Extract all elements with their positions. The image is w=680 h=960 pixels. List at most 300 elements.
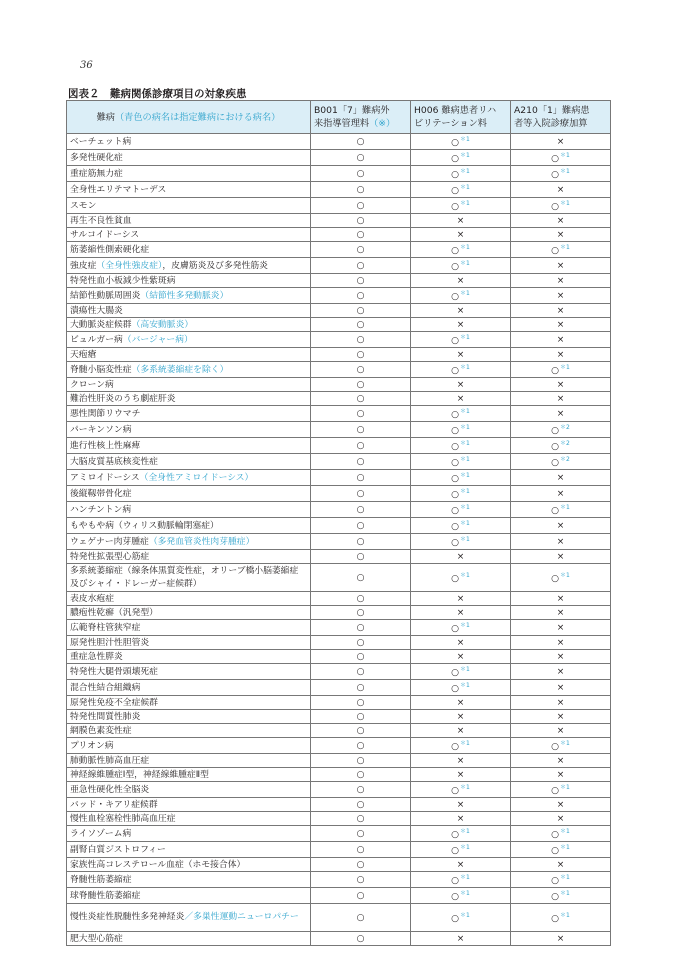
a210-mark-note: ＊1 (560, 364, 570, 371)
table-row (67, 304, 611, 318)
disease-name-blue: （多発血管炎性肉芽腫症） (148, 536, 255, 547)
a210-mark-cell (511, 318, 611, 332)
b001-mark: ○ (356, 593, 365, 604)
h006-mark: ○ (451, 186, 460, 196)
disease-name-cell (67, 798, 311, 812)
b001-mark: ○ (356, 666, 365, 677)
header-b001 (311, 101, 411, 134)
disease-name-cell (67, 636, 311, 650)
table-row (67, 150, 611, 166)
table-row (67, 650, 611, 664)
a210-mark-cell (511, 198, 611, 214)
disease-name: 肺動脈性肺高血圧症 (70, 755, 150, 766)
header-a210-line2: 者等入院診療加算 (514, 118, 588, 129)
h006-mark: ○ (451, 292, 460, 302)
b001-mark: ○ (356, 244, 365, 255)
a210-mark-cell (511, 518, 611, 534)
disease-name: 特発性拡張型心筋症 (70, 551, 150, 562)
a210-mark: × (556, 651, 565, 662)
table-row (67, 182, 611, 198)
a210-mark-cell (511, 696, 611, 710)
a210-mark: × (556, 334, 565, 345)
h006-mark-cell (411, 888, 511, 904)
a210-mark-cell (511, 406, 611, 422)
b001-mark: ○ (356, 229, 365, 240)
disease-name: 大動脈炎症候群 (70, 319, 132, 330)
a210-mark-note: ＊1 (560, 244, 570, 251)
header-h006-line1: H006 難病患者リハ (414, 105, 497, 116)
b001-mark-cell (311, 798, 411, 812)
h006-mark: ○ (451, 846, 460, 856)
a210-mark: × (556, 859, 565, 870)
h006-mark: × (456, 593, 465, 604)
b001-mark: ○ (356, 393, 365, 404)
a210-mark-note: ＊2 (560, 424, 570, 431)
table-row (67, 362, 611, 378)
h006-mark: ○ (451, 426, 460, 436)
h006-mark-cell (411, 214, 511, 228)
disease-name: 混合性結合組織病 (70, 682, 141, 693)
a210-mark-note: ＊1 (560, 874, 570, 881)
table-row (67, 134, 611, 150)
disease-name: 脊髄性筋萎縮症 (70, 874, 132, 885)
b001-mark: ○ (356, 136, 365, 147)
a210-mark: × (556, 520, 565, 531)
table-row (67, 332, 611, 348)
a210-mark-note: ＊1 (560, 912, 570, 919)
b001-mark-cell (311, 812, 411, 826)
disease-name: スモン (70, 200, 97, 211)
a210-mark-cell (511, 304, 611, 318)
h006-mark: × (456, 229, 465, 240)
disease-name-cell (67, 502, 311, 518)
h006-mark-note: ＊1 (460, 844, 470, 851)
table-row (67, 486, 611, 502)
a210-mark-cell (511, 782, 611, 798)
a210-mark: ○ (551, 154, 560, 164)
b001-mark-cell (311, 724, 411, 738)
h006-mark-cell (411, 182, 511, 198)
disease-name: 進行性核上性麻痺 (70, 440, 141, 451)
b001-mark: ○ (356, 275, 365, 286)
h006-mark-cell (411, 932, 511, 946)
h006-mark: ○ (451, 490, 460, 500)
a210-mark-cell (511, 842, 611, 858)
h006-mark-cell (411, 842, 511, 858)
h006-mark: ○ (451, 522, 460, 532)
h006-mark-cell (411, 710, 511, 724)
b001-mark-cell (311, 422, 411, 438)
h006-mark-note: ＊1 (460, 244, 470, 251)
disease-name: 脊髄小脳変性症 (70, 364, 132, 375)
disease-name-cell (67, 288, 311, 304)
table-row (67, 228, 611, 242)
h006-mark: ○ (451, 442, 460, 452)
h006-mark-note: ＊1 (460, 440, 470, 447)
h006-mark: ○ (451, 830, 460, 840)
table-row (67, 768, 611, 782)
a210-mark: ○ (551, 830, 560, 840)
table-row (67, 242, 611, 258)
h006-mark-cell (411, 696, 511, 710)
h006-mark: ○ (451, 892, 460, 902)
b001-mark: ○ (356, 305, 365, 316)
table-row (67, 858, 611, 872)
disease-name: 原発性胆汁性胆管炎 (70, 637, 150, 648)
a210-mark-cell (511, 888, 611, 904)
h006-mark: × (456, 349, 465, 360)
disease-name-cell (67, 826, 311, 842)
h006-mark: ○ (451, 366, 460, 376)
a210-mark: ○ (551, 846, 560, 856)
disease-name: 全身性エリテマトーデス (70, 184, 167, 195)
table-row (67, 470, 611, 486)
h006-mark-cell (411, 650, 511, 664)
disease-name-cell (67, 592, 311, 606)
table-row (67, 798, 611, 812)
h006-mark: ○ (451, 170, 460, 180)
b001-mark: ○ (356, 168, 365, 179)
table-row (67, 166, 611, 182)
h006-mark-note: ＊1 (460, 456, 470, 463)
table-row (67, 502, 611, 518)
b001-mark: ○ (356, 504, 365, 515)
b001-mark: ○ (356, 651, 365, 662)
disease-name: 表皮水疱症 (70, 593, 114, 604)
table-row (67, 392, 611, 406)
disease-name-blue: （結節性多発動脈炎） (140, 290, 229, 301)
h006-mark: × (456, 305, 465, 316)
a210-mark: × (556, 488, 565, 499)
b001-mark-cell (311, 664, 411, 680)
b001-mark: ○ (356, 711, 365, 722)
disease-name-cell (67, 242, 311, 258)
h006-mark-note: ＊1 (460, 260, 470, 267)
h006-mark: ○ (451, 154, 460, 164)
b001-mark-cell (311, 304, 411, 318)
disease-name: バッド・キアリ症候群 (70, 799, 158, 810)
a210-mark: ○ (551, 876, 560, 886)
disease-name-blue: （多系統萎縮症を除く） (131, 364, 229, 375)
table-row (67, 274, 611, 288)
h006-mark: ○ (451, 684, 460, 694)
a210-mark-cell (511, 680, 611, 696)
b001-mark-cell (311, 620, 411, 636)
h006-mark: ○ (451, 138, 460, 148)
a210-mark: × (556, 275, 565, 286)
b001-mark-cell (311, 332, 411, 348)
disease-name-cell (67, 348, 311, 362)
disease-name: 網膜色素変性症 (70, 725, 132, 736)
h006-mark: × (456, 755, 465, 766)
table-row (67, 606, 611, 620)
header-b001-line1: B001「7」難病外 (314, 105, 390, 116)
b001-mark-cell (311, 696, 411, 710)
b001-mark-cell (311, 888, 411, 904)
a210-mark-cell (511, 710, 611, 724)
b001-mark-cell (311, 134, 411, 150)
h006-mark-note: ＊1 (460, 184, 470, 191)
a210-mark: ○ (551, 506, 560, 516)
disease-name-cell (67, 812, 311, 826)
h006-mark-cell (411, 564, 511, 592)
h006-mark-cell (411, 534, 511, 550)
disease-name: 大脳皮質基底核変性症 (70, 456, 158, 467)
disease-name-cell (67, 606, 311, 620)
table-row (67, 872, 611, 888)
h006-mark: ○ (451, 458, 460, 468)
h006-mark-cell (411, 242, 511, 258)
h006-mark: × (456, 697, 465, 708)
disease-name: 後縦靱帯骨化症 (70, 488, 132, 499)
a210-mark: × (556, 551, 565, 562)
b001-mark: ○ (356, 319, 365, 330)
table-row (67, 214, 611, 228)
a210-mark-cell (511, 904, 611, 932)
disease-name-cell (67, 318, 311, 332)
a210-mark: × (556, 393, 565, 404)
b001-mark-cell (311, 182, 411, 198)
header-b001-line2-wrap (314, 117, 407, 130)
h006-mark-cell (411, 422, 511, 438)
a210-mark: × (556, 682, 565, 693)
b001-mark: ○ (356, 682, 365, 693)
a210-mark: × (556, 593, 565, 604)
disease-name: ビュルガー病 (70, 334, 123, 345)
b001-mark-cell (311, 214, 411, 228)
figure-title: 図表２ 難病関係診療項目の対象疾患 (68, 88, 247, 100)
a210-mark-note: ＊1 (560, 168, 570, 175)
disease-name-blue: （全身性アミロイドーシス） (139, 472, 254, 483)
disease-name-cell (67, 754, 311, 768)
h006-mark-cell (411, 858, 511, 872)
h006-mark: ○ (451, 474, 460, 484)
a210-mark-cell (511, 392, 611, 406)
a210-mark: × (556, 136, 565, 147)
b001-mark-cell (311, 842, 411, 858)
h006-mark: × (456, 651, 465, 662)
h006-mark-cell (411, 486, 511, 502)
disease-name-cell (67, 696, 311, 710)
a210-mark-note: ＊1 (560, 828, 570, 835)
disease-name-cell (67, 724, 311, 738)
a210-mark-cell (511, 564, 611, 592)
h006-mark-cell (411, 812, 511, 826)
a210-mark-note: ＊1 (560, 784, 570, 791)
a210-mark-cell (511, 348, 611, 362)
b001-mark: ○ (356, 799, 365, 810)
disease-name-cell (67, 422, 311, 438)
a210-mark: × (556, 260, 565, 271)
h006-mark-cell (411, 362, 511, 378)
a210-mark: × (556, 319, 565, 330)
h006-mark-cell (411, 754, 511, 768)
b001-mark-cell (311, 502, 411, 518)
disease-name: 膿疱性乾癬（汎発型） (70, 607, 158, 618)
h006-mark: × (456, 933, 465, 944)
b001-mark-cell (311, 858, 411, 872)
h006-mark-cell (411, 258, 511, 274)
disease-name-cell (67, 650, 311, 664)
h006-mark: × (456, 725, 465, 736)
a210-mark: × (556, 755, 565, 766)
b001-mark: ○ (356, 551, 365, 562)
disease-name-cell (67, 392, 311, 406)
a210-mark-cell (511, 812, 611, 826)
table-row (67, 664, 611, 680)
h006-mark: × (456, 711, 465, 722)
table-row (67, 454, 611, 470)
h006-mark-cell (411, 228, 511, 242)
h006-mark: × (456, 319, 465, 330)
disease-name: 慢性炎症性脱髄性多発神経炎 (70, 912, 185, 922)
disease-name-cell (67, 518, 311, 534)
a210-mark-cell (511, 592, 611, 606)
a210-mark: × (556, 215, 565, 226)
b001-mark-cell (311, 198, 411, 214)
a210-mark-cell (511, 454, 611, 470)
h006-mark: ○ (451, 668, 460, 678)
a210-mark-cell (511, 288, 611, 304)
b001-mark: ○ (356, 456, 365, 467)
header-b001-line2: 来指導管理料 (314, 118, 370, 129)
table-row (67, 258, 611, 274)
disease-table (66, 100, 611, 946)
b001-mark: ○ (356, 769, 365, 780)
a210-mark: × (556, 290, 565, 301)
a210-mark-cell (511, 754, 611, 768)
disease-name: パーキンソン病 (70, 424, 132, 435)
disease-name-cell (67, 550, 311, 564)
b001-mark-cell (311, 904, 411, 932)
b001-mark: ○ (356, 622, 365, 633)
h006-mark-cell (411, 724, 511, 738)
a210-mark-note: ＊1 (560, 152, 570, 159)
a210-mark-cell (511, 166, 611, 182)
disease-name: 広範脊柱管狭窄症 (70, 622, 141, 633)
b001-mark: ○ (356, 488, 365, 499)
a210-mark: × (556, 379, 565, 390)
b001-mark-cell (311, 242, 411, 258)
disease-name-cell (67, 454, 311, 470)
disease-name: 強皮症 (70, 260, 97, 271)
h006-mark-cell (411, 332, 511, 348)
a210-mark-cell (511, 534, 611, 550)
disease-name-cell (67, 182, 311, 198)
b001-mark: ○ (356, 933, 365, 944)
b001-mark-cell (311, 738, 411, 754)
b001-mark: ○ (356, 725, 365, 736)
h006-mark: ○ (451, 876, 460, 886)
h006-mark-cell (411, 664, 511, 680)
disease-name: もやもや病（ウィリス動脈輪閉塞症） (70, 520, 219, 531)
b001-mark: ○ (356, 784, 365, 795)
h006-mark-cell (411, 550, 511, 564)
h006-mark-note: ＊1 (460, 504, 470, 511)
disease-name-blue: （全身性強皮症） (96, 260, 163, 271)
b001-mark: ○ (356, 572, 365, 583)
b001-mark-cell (311, 166, 411, 182)
b001-mark-cell (311, 454, 411, 470)
h006-mark-cell (411, 606, 511, 620)
h006-mark-cell (411, 680, 511, 696)
disease-name: 再生不良性貧血 (70, 215, 132, 226)
a210-mark: × (556, 305, 565, 316)
b001-mark: ○ (356, 828, 365, 839)
a210-mark-cell (511, 858, 611, 872)
table-row (67, 564, 611, 592)
b001-mark-cell (311, 710, 411, 724)
h006-mark-cell (411, 166, 511, 182)
b001-mark-cell (311, 564, 411, 592)
a210-mark: ○ (551, 458, 560, 468)
a210-mark-cell (511, 214, 611, 228)
b001-mark: ○ (356, 890, 365, 901)
a210-mark-cell (511, 422, 611, 438)
table-row (67, 348, 611, 362)
h006-mark-cell (411, 288, 511, 304)
h006-mark-cell (411, 150, 511, 166)
table-row (67, 592, 611, 606)
table-row (67, 696, 611, 710)
disease-name-blue: （高安動脈炎） (131, 319, 194, 330)
b001-mark: ○ (356, 379, 365, 390)
disease-name-cell (67, 166, 311, 182)
b001-mark-cell (311, 872, 411, 888)
h006-mark-cell (411, 470, 511, 486)
a210-mark-note: ＊1 (560, 200, 570, 207)
table-row (67, 438, 611, 454)
b001-mark-cell (311, 606, 411, 620)
table-row (67, 422, 611, 438)
h006-mark-cell (411, 318, 511, 332)
h006-mark-cell (411, 782, 511, 798)
b001-mark-cell (311, 550, 411, 564)
table-row (67, 782, 611, 798)
h006-mark-cell (411, 392, 511, 406)
a210-mark-note: ＊2 (560, 456, 570, 463)
b001-mark: ○ (356, 813, 365, 824)
a210-mark-cell (511, 606, 611, 620)
header-h006-line2: ビリテーション料 (414, 118, 487, 129)
h006-mark-note: ＊1 (460, 912, 470, 919)
disease-name-cell (67, 564, 311, 592)
header-a210-line1: A210「1」難病患 (514, 105, 590, 116)
h006-mark-cell (411, 134, 511, 150)
a210-mark: × (556, 229, 565, 240)
a210-mark: × (556, 637, 565, 648)
disease-name: 潰瘍性大腸炎 (70, 305, 123, 316)
h006-mark-note: ＊1 (460, 666, 470, 673)
b001-mark-cell (311, 680, 411, 696)
a210-mark-cell (511, 228, 611, 242)
b001-mark-cell (311, 362, 411, 378)
disease-name-cell (67, 150, 311, 166)
table-body (67, 134, 611, 946)
b001-mark-cell (311, 782, 411, 798)
h006-mark: ○ (451, 786, 460, 796)
h006-mark-cell (411, 438, 511, 454)
a210-mark-cell (511, 258, 611, 274)
b001-mark: ○ (356, 912, 365, 923)
table-row (67, 198, 611, 214)
h006-mark: × (456, 379, 465, 390)
h006-mark-cell (411, 738, 511, 754)
b001-mark-cell (311, 518, 411, 534)
h006-mark: ○ (451, 202, 460, 212)
table-row (67, 378, 611, 392)
a210-mark: × (556, 349, 565, 360)
